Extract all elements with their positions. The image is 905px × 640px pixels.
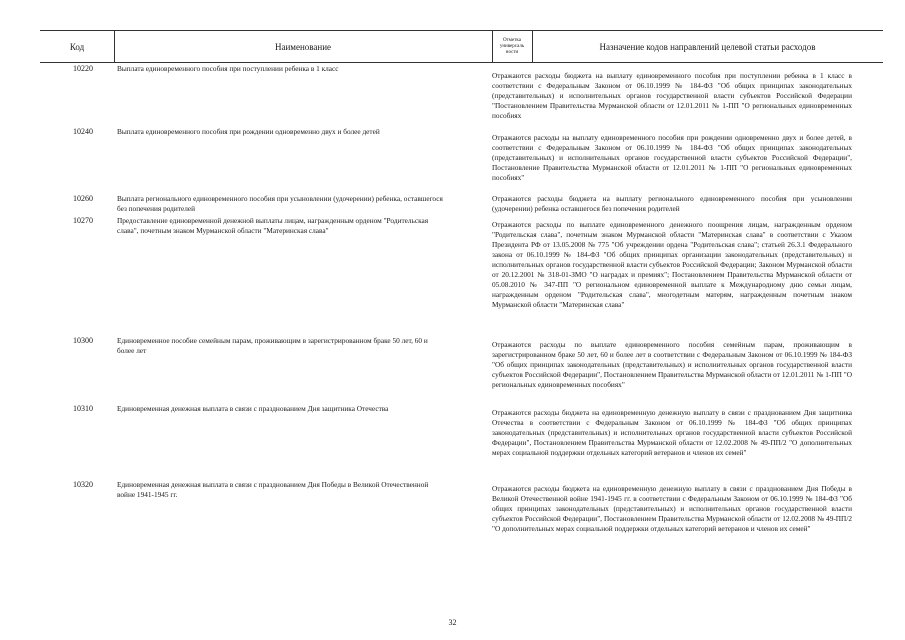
header-universality-mark: Отметка универсаль ности — [499, 37, 525, 55]
header-name: Наименование — [274, 41, 332, 52]
row-code: 10260 — [73, 194, 93, 203]
row-code: 10240 — [73, 127, 93, 136]
page-number: 32 — [448, 618, 457, 627]
header-code: Код — [69, 41, 85, 52]
row-code: 10310 — [73, 404, 93, 413]
header-purpose: Назначение кодов направлений целевой статьи расходов — [599, 41, 816, 52]
row-description: Отражаются расходы бюджета на выплату регионального единовременного пособия при усыновлении (удочерении) ребенка оставшегося без попечения родителей — [492, 194, 852, 213]
row-name: Единовременное пособие семейным парам, проживающим в зарегистрированном браке 50 лет, 60 и более лет — [117, 336, 428, 355]
row-description: Отражаются расходы бюджета на выплату единовременного пособия при поступлении ребенка в 1 класс в соответствии с Федеральным Законом от 06.10.1999 № 184-ФЗ "Об общих принципах законодательных (представительных) и исполнительных органов государственной власти субъектов Российской Федерации "Постановлением Правительства Мурманской области от 12.01.2011 № 1-ПП "О региональных единовременных пособиях — [492, 71, 852, 120]
row-code: 10300 — [73, 336, 93, 345]
row-description: Отражаются расходы на выплату единовременного пособия при рождении одновременно двух и более детей, в соответствии с Федеральным Законом от 06.10.1999 № 184-ФЗ "Об общих принципах законодательных (представительных) и исполнительных органов государственной власти субъектов Российской Федерации", Постановление Правительства Мурманской области от 12.01.2011 № 1-ПП "О региональных единовременных пособиях" — [492, 133, 852, 182]
row-name: Единовременная денежная выплата в связи с празднованием Дня Победы в Великой Отечественной войне 1941-1945 гг. — [117, 480, 429, 499]
row-code: 10270 — [73, 216, 93, 225]
row-name: Предоставление единовременной денежной выплаты лицам, награжденным орденом "Родительская слава", почетным знаком Мурманской области "Материнская слава" — [117, 216, 429, 235]
table-header — [40, 30, 883, 63]
row-description: Отражаются расходы по выплате единовременного денежного поощрения лицам, награжденным орденом "Родительская слава", почетным знаком Мурманской области "Материнская слава" в соответствии с Указом Президента РФ от 13.05.2008 № 775 "Об учреждении ордена "Родительская слава"; статьей 26.3.1 Федерального закона от 06.10.1999 № 184-ФЗ "Об общих принципах организации законодательных (представительных) и исполнительных органов государственной власти субъектов Российской Федерации; Законом Мурманской области от 20.12.2001 № 318-01-ЗМО "О наградах и премиях"; Постановлением Правительства Мурманской области от 05.08.2010 № 347-ПП "О региональном единовременной выплате к Международному дню семьи лицам, награжденным орденом "Родительская слава", многодетным матерям, награжденным почетным знаком Мурманской области "Материнская слава" — [492, 220, 852, 309]
row-code: 10320 — [73, 480, 93, 489]
row-description: Отражаются расходы бюджета на единовременную денежную выплату в связи с празднованием Дня защитника Отечества в соответствии с Федеральным Законом от 06.10.1999 № 184-ФЗ "Об общих принципах законодательных (представительных) и исполнительных органов государственной власти субъектов Российской Федерации", Постановлением Правительства Мурманской области от 12.02.2008 № 49-ПП/2 "О дополнительных мерах социальной поддержки отдельных категорий ветеранов и членов их семей" — [492, 408, 852, 457]
row-name: Единовременная денежная выплата в связи с празднованием Дня защитника Отечества — [117, 404, 389, 413]
row-name: Выплата единовременного пособия при поступлении ребенка в 1 класс — [117, 64, 339, 73]
row-description: Отражаются расходы бюджета на единовременную денежную выплату в связи с празднованием Дня Победы в Великой Отечественной войне 1941-1945 гг. в соответствии с Федеральным Законом от 06.10.1999 № 184-ФЗ "Об общих принципах законодательных (представительных) и исполнительных органов государственной власти субъектов Российской Федерации", Постановлением Правительства Мурманской области от 12.02.2008 № 49-ПП/2 "О дополнительных мерах социальной поддержки отдельных категорий ветеранов и членов их семей" — [492, 484, 852, 533]
row-description: Отражаются расходы по выплате единовременного пособия семейным парам, проживающим в зарегистрированном браке 50 лет, 60 и более лет в соответствии с Федеральным Законом от 06.10.1999 № 184-ФЗ "Об общих принципах законодательных (представительных) и исполнительных органов государственной власти субъектов Российской Федерации", Постановлением Правительства Мурманской области от 12.01.2011 № 1-ПП "О региональных единовременных пособиях" — [492, 340, 852, 389]
row-name: Выплата единовременного пособия при рождении одновременно двух и более детей — [117, 127, 380, 136]
row-name: Выплата регионального единовременного пособия при усыновлении (удочерении) ребенка, оставшегося без попечения родителей — [117, 194, 443, 213]
row-code: 10220 — [73, 64, 93, 73]
